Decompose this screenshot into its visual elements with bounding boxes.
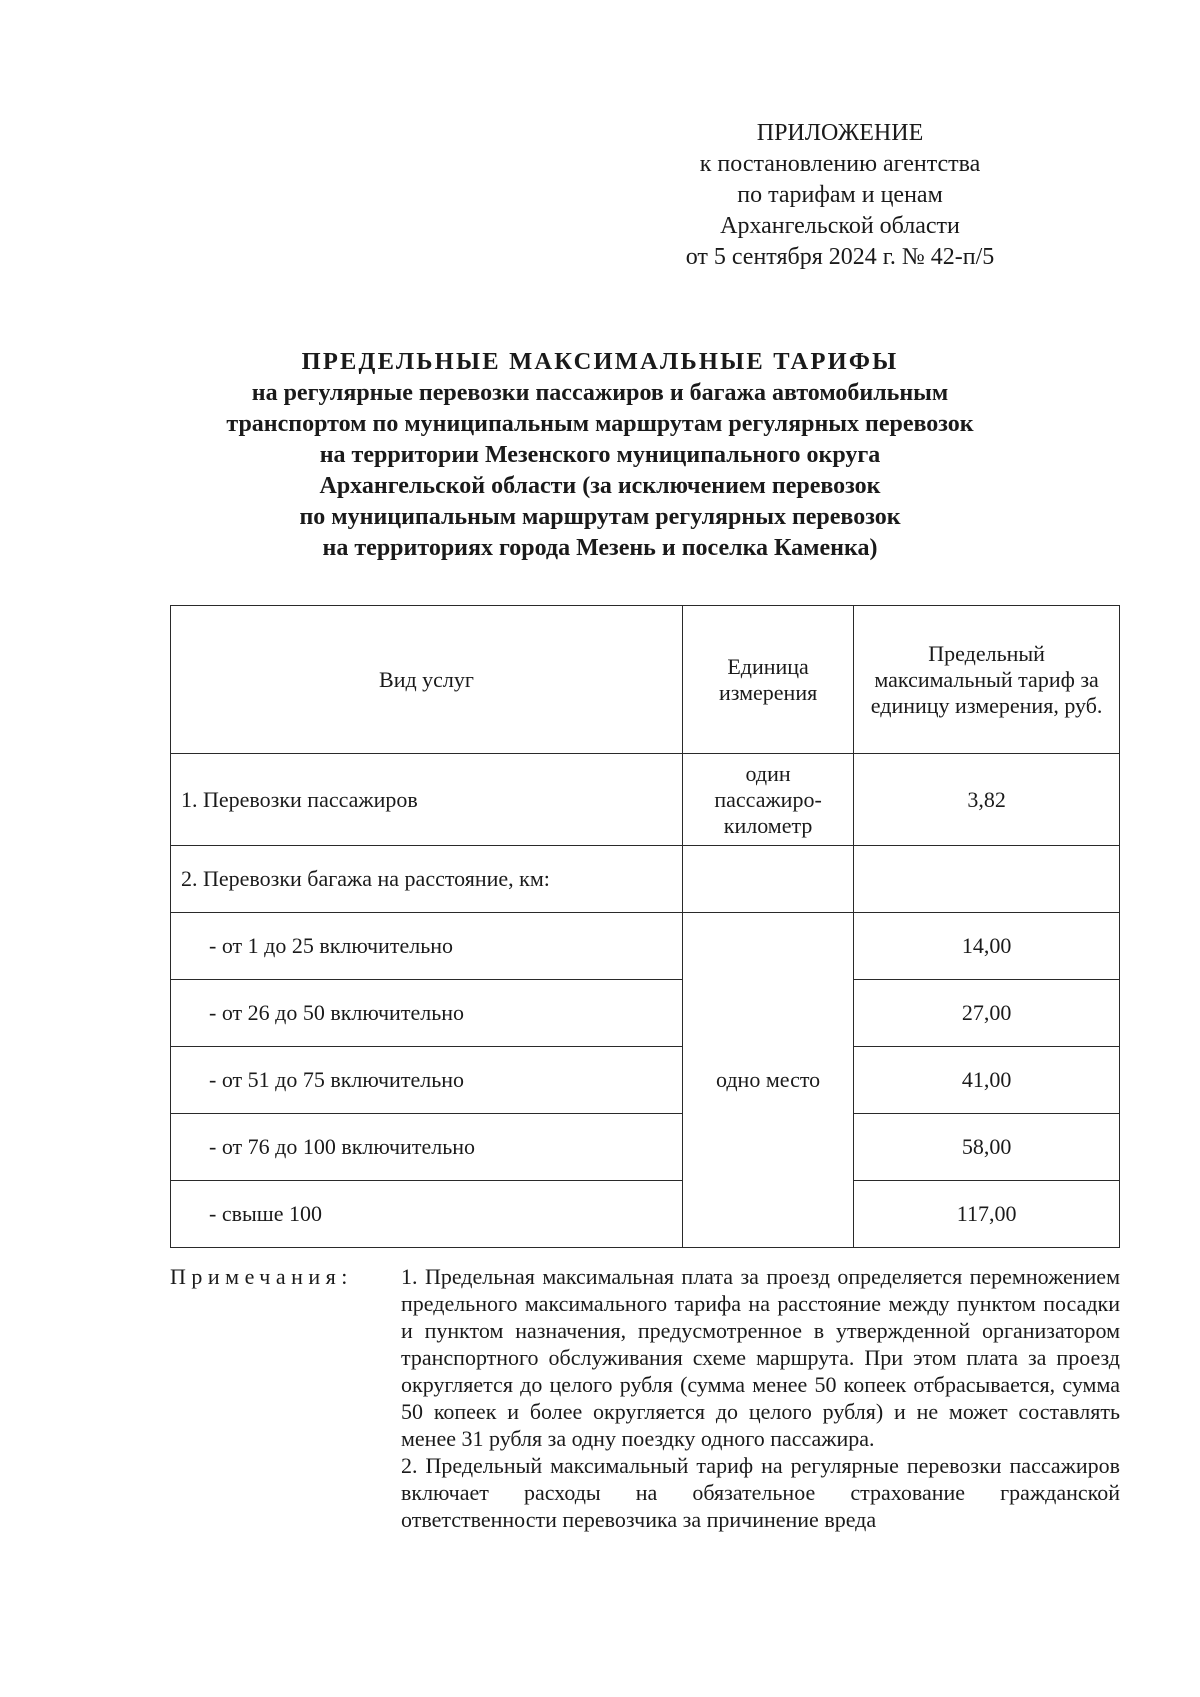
appendix-line: к постановлению агентства	[699, 151, 981, 177]
tariff-cell: 117,00	[854, 1181, 1120, 1248]
appendix-line: по тарифам и ценам	[737, 182, 943, 208]
table-row	[171, 846, 1120, 913]
header-unit: Единица измерения	[682, 606, 853, 754]
tariff-cell: 58,00	[854, 1114, 1120, 1181]
document-title-line: на территориях города Мезень и поселка Каменка)	[322, 535, 878, 561]
tariffs-table	[170, 605, 1120, 1248]
appendix-line: Архангельской области	[720, 213, 960, 239]
service-cell: - от 51 до 75 включительно	[171, 1047, 683, 1114]
baggage-unit-cell: одно место	[682, 913, 853, 1248]
table-row	[171, 1181, 1120, 1248]
document-title-line: по муниципальным маршрутам регулярных перевозок	[299, 504, 901, 530]
document-title-line: на регулярные перевозки пассажиров и багажа автомобильным	[251, 380, 949, 406]
tariff-cell: 3,82	[854, 754, 1120, 846]
note-item: 1. Предельная максимальная плата за проезд определяется перемножением предельного максимального тарифа на расстояние между пунктом посадки и пунктом назначения, предусмотренное в утвержденной организатором транспортного обслуживания схеме маршрута. При этом плата за проезд округляется до целого рубля (сумма менее 50 копеек отбрасывается, сумма 50 копеек и более округляется до целого рубля) и не может составлять менее 31 рубля за одну поездку одного пассажира.	[401, 1264, 1120, 1451]
appendix-header	[640, 118, 1040, 273]
table-row	[171, 913, 1120, 980]
notes-label: Примечания:	[170, 1264, 353, 1289]
tariff-cell: 14,00	[854, 913, 1120, 980]
document-title-line: на территории Мезенского муниципального округа	[319, 442, 881, 468]
note-item: 2. Предельный максимальный тариф на регулярные перевозки пассажиров включает расходы на обязательное страхование гражданской ответственности перевозчика за причинение вреда	[401, 1453, 1120, 1532]
service-cell: - от 76 до 100 включительно	[171, 1114, 683, 1181]
table-row	[171, 1047, 1120, 1114]
table-row	[171, 754, 1120, 846]
tariff-cell: 41,00	[854, 1047, 1120, 1114]
table-row	[171, 980, 1120, 1047]
service-cell: 2. Перевозки багажа на расстояние, км:	[171, 846, 683, 913]
unit-cell	[682, 846, 853, 913]
notes-body	[401, 1263, 1120, 1533]
unit-cell: один пассажиро-километр	[682, 754, 853, 846]
service-cell: - от 26 до 50 включительно	[171, 980, 683, 1047]
appendix-title: ПРИЛОЖЕНИЕ	[756, 120, 924, 146]
table-row	[171, 1114, 1120, 1181]
document-title	[120, 346, 1080, 564]
service-cell: - от 1 до 25 включительно	[171, 913, 683, 980]
header-tariff: Предельный максимальный тариф за единицу измерения, руб.	[854, 606, 1120, 754]
tariff-cell	[854, 846, 1120, 913]
table-header-row	[171, 606, 1120, 754]
document-title-main: ПРЕДЕЛЬНЫЕ МАКСИМАЛЬНЫЕ ТАРИФЫ	[301, 348, 899, 375]
service-cell: 1. Перевозки пассажиров	[171, 754, 683, 846]
header-service: Вид услуг	[171, 606, 683, 754]
appendix-date-number: от 5 сентября 2024 г. № 42-п/5	[685, 244, 995, 270]
document-title-line: транспортом по муниципальным маршрутам регулярных перевозок	[226, 411, 974, 437]
tariff-cell: 27,00	[854, 980, 1120, 1047]
service-cell: - свыше 100	[171, 1181, 683, 1248]
document-title-line: Архангельской области (за исключением перевозок	[319, 473, 881, 499]
